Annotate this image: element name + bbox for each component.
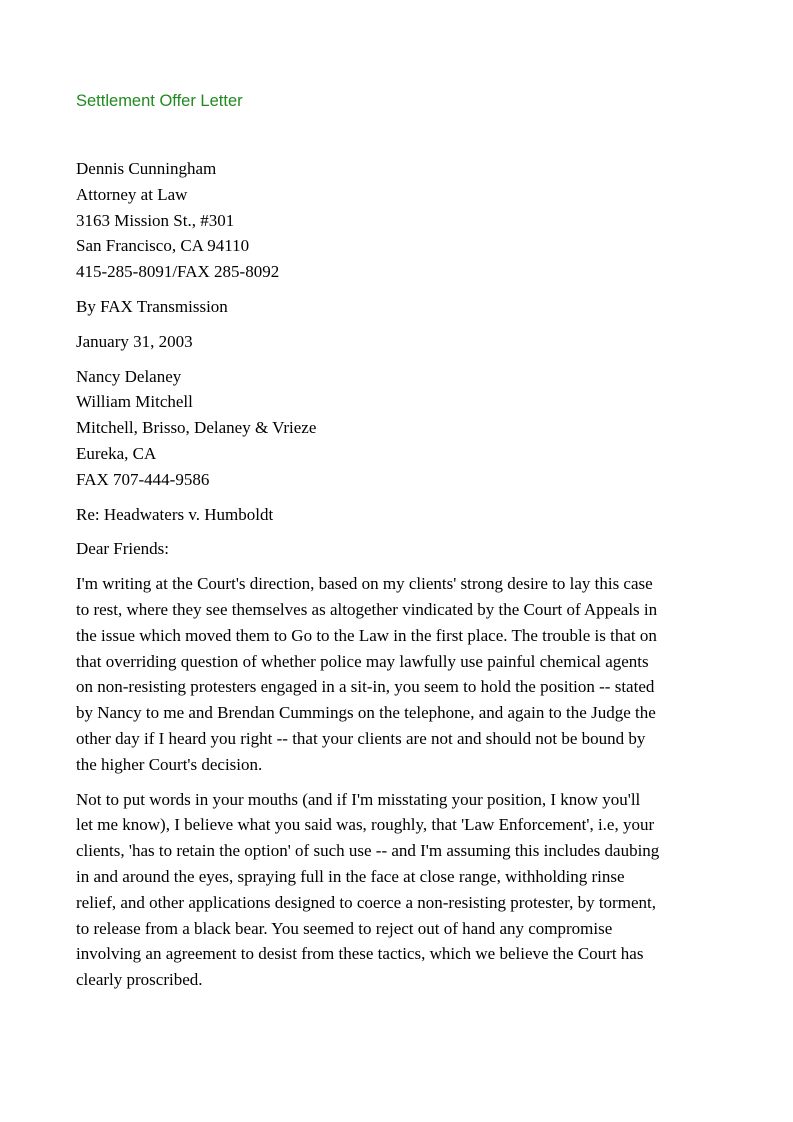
- paragraph-line: other day if I heard you right -- that your clients are not and should not be bound by: [76, 728, 646, 748]
- paragraph-line: the higher Court's decision.: [76, 754, 263, 774]
- letter-date: [76, 329, 721, 355]
- letter-page: [76, 90, 721, 1002]
- sender-phone: 415-285-8091/FAX 285-8092: [76, 262, 280, 282]
- paragraph-line: involving an agreement to desist from these tactics, which we believe the Court has: [76, 944, 644, 964]
- recipient-name-2: William Mitchell: [76, 392, 193, 412]
- date-line: January 31, 2003: [76, 331, 193, 351]
- paragraph-line: to release from a black bear. You seemed to reject out of hand any compromise: [76, 918, 613, 938]
- delivery-method: [76, 294, 721, 320]
- paragraph-line: relief, and other applications designed to coerce a non-resisting protester, by torment,: [76, 892, 656, 912]
- paragraph-line: that overriding question of whether police may lawfully use painful chemical agents: [76, 651, 649, 671]
- recipient-name-1: Nancy Delaney: [76, 366, 182, 386]
- paragraph-line: let me know), I believe what you said was, roughly, that 'Law Enforcement', i.e, your: [76, 815, 655, 835]
- paragraph-line: by Nancy to me and Brendan Cummings on the telephone, and again to the Judge the: [76, 703, 656, 723]
- salutation: [76, 536, 721, 562]
- subject-line: [76, 502, 721, 528]
- paragraph-line: to rest, where they see themselves as altogether vindicated by the Court of Appeals in: [76, 599, 658, 619]
- salutation-line: Dear Friends:: [76, 539, 170, 559]
- sender-block: [76, 156, 721, 285]
- paragraph-line: the issue which moved them to Go to the Law in the first place. The trouble is that on: [76, 625, 657, 645]
- delivery-line: By FAX Transmission: [76, 296, 228, 316]
- recipient-fax: FAX 707-444-9586: [76, 469, 210, 489]
- body-paragraph-1: [76, 571, 721, 777]
- document-title: Settlement Offer Letter: [76, 92, 243, 110]
- recipient-block: [76, 364, 721, 493]
- sender-role: Attorney at Law: [76, 184, 188, 204]
- re-line: Re: Headwaters v. Humboldt: [76, 504, 274, 524]
- paragraph-line: in and around the eyes, spraying full in the face at close range, withholding rinse: [76, 866, 625, 886]
- paragraph-line: I'm writing at the Court's direction, based on my clients' strong desire to lay this case: [76, 574, 653, 594]
- sender-city: San Francisco, CA 94110: [76, 236, 250, 256]
- body-paragraph-2: [76, 787, 721, 993]
- paragraph-line: Not to put words in your mouths (and if I'm misstating your position, I know you'll: [76, 789, 641, 809]
- recipient-city: Eureka, CA: [76, 443, 157, 463]
- sender-name: Dennis Cunningham: [76, 159, 217, 178]
- recipient-firm: Mitchell, Brisso, Delaney & Vrieze: [76, 418, 317, 438]
- sender-address: 3163 Mission St., #301: [76, 210, 235, 230]
- paragraph-line: on non-resisting protesters engaged in a sit-in, you seem to hold the position -- stated: [76, 677, 655, 697]
- paragraph-line: clients, 'has to retain the option' of such use -- and I'm assuming this includes daubing: [76, 841, 660, 861]
- paragraph-line: clearly proscribed.: [76, 970, 203, 990]
